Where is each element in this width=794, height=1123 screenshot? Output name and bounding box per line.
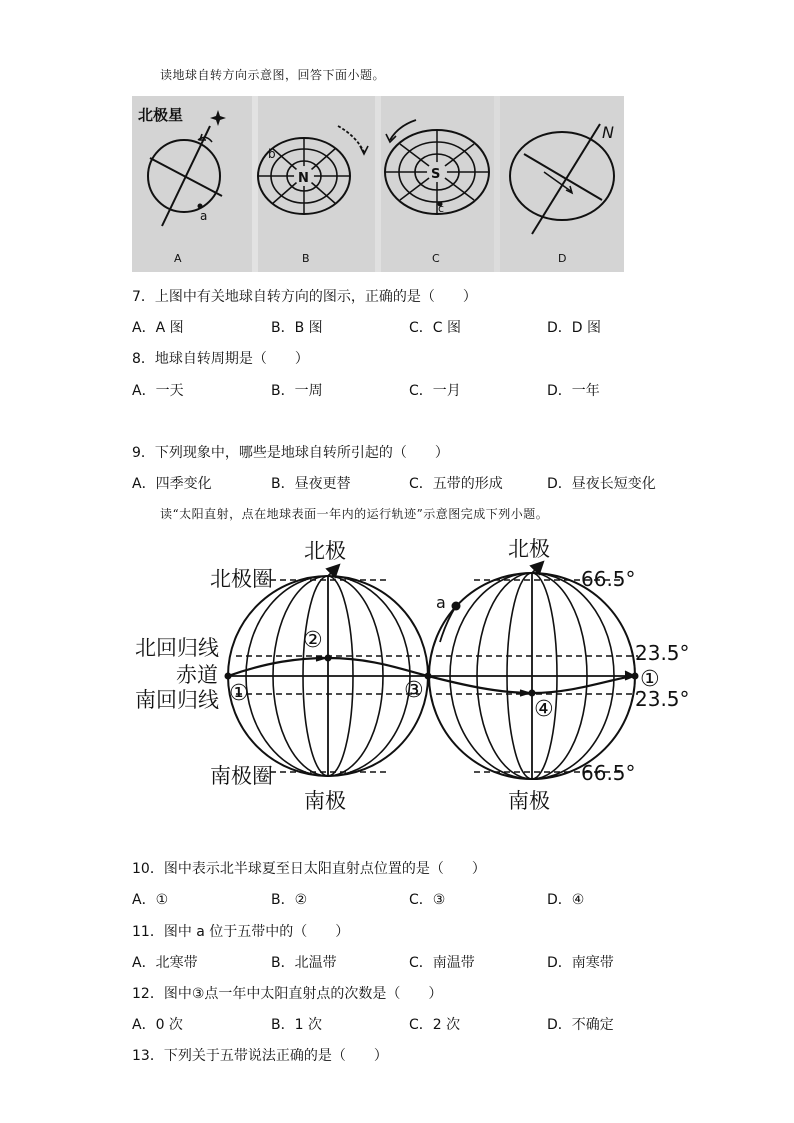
deg-235-top: 23.5° (635, 641, 690, 665)
marker-3: ③ (404, 678, 424, 703)
q11-option-d[interactable]: D．南寒带 (547, 955, 614, 971)
marker-4: ④ (534, 697, 554, 722)
subsolar-figure (128, 530, 694, 820)
q8-option-a[interactable]: A．一天 (132, 383, 184, 399)
south-pole-right: 南极 (508, 789, 550, 813)
q7-option-a[interactable]: A．A 图 (132, 320, 184, 336)
q12-option-d[interactable]: D．不确定 (547, 1017, 614, 1033)
label-d: D (558, 252, 567, 265)
question-11: 11．图中 a 位于五带中的（ ） (132, 924, 350, 940)
south-pole-left: 南极 (304, 789, 346, 813)
q8-option-b[interactable]: B．一周 (271, 383, 323, 399)
intro-text-1: 读地球自转方向示意图，回答下面小题。 (160, 68, 386, 82)
point-b-label: b (268, 147, 276, 161)
letter-n: N (298, 171, 309, 186)
n-arrow-label: N (602, 123, 614, 142)
marker-1-right: ① (640, 667, 660, 692)
north-pole-left: 北极 (304, 539, 346, 563)
north-pole-right: 北极 (508, 537, 550, 561)
rotation-figure-svg (132, 96, 624, 272)
rotation-figure (132, 96, 624, 272)
q12-option-c[interactable]: C．2 次 (409, 1017, 461, 1033)
q9-option-a[interactable]: A．四季变化 (132, 476, 212, 492)
q9-option-b[interactable]: B．昼夜更替 (271, 476, 351, 492)
marker-1-left: ① (229, 681, 249, 706)
right-globe (429, 563, 638, 779)
tropic-cancer-label: 北回归线 (135, 636, 219, 660)
deg-665-bottom: 66.5° (581, 761, 636, 785)
q7-option-b[interactable]: B．B 图 (271, 320, 323, 336)
question-8: 8．地球自转周期是（ ） (132, 351, 309, 367)
q10-option-d[interactable]: D．④ (547, 892, 585, 908)
label-b: B (302, 252, 310, 265)
marker-2: ② (303, 628, 323, 653)
q10-option-c[interactable]: C．③ (409, 892, 446, 908)
q11-option-a[interactable]: A．北寒带 (132, 955, 198, 971)
question-10: 10．图中表示北半球夏至日太阳直射点位置的是（ ） (132, 861, 486, 877)
q12-option-b[interactable]: B．1 次 (271, 1017, 322, 1033)
polaris-label: 北极星 (138, 106, 184, 124)
deg-665-top: 66.5° (581, 567, 636, 591)
point-a-text: a (436, 593, 446, 612)
q11-option-c[interactable]: C．南温带 (409, 955, 475, 971)
q8-option-c[interactable]: C．一月 (409, 383, 461, 399)
question-13: 13．下列关于五带说法正确的是（ ） (132, 1048, 388, 1064)
equator-label: 赤道 (176, 663, 218, 687)
label-c: C (432, 252, 440, 265)
deg-235-bottom: 23.5° (635, 687, 690, 711)
point-a-label: a (200, 209, 208, 223)
q7-option-d[interactable]: D．D 图 (547, 320, 602, 336)
question-9: 9．下列现象中，哪些是地球自转所引起的（ ） (132, 445, 449, 461)
q12-option-a[interactable]: A．0 次 (132, 1017, 183, 1033)
letter-s: S (431, 167, 441, 182)
question-12: 12．图中③点一年中太阳直射点的次数是（ ） (132, 986, 443, 1002)
point-c-label: c (438, 202, 445, 215)
label-a: A (174, 252, 182, 265)
q11-option-b[interactable]: B．北温带 (271, 955, 337, 971)
q8-option-d[interactable]: D．一年 (547, 383, 600, 399)
q9-option-c[interactable]: C．五带的形成 (409, 476, 503, 492)
point-a-marker (452, 602, 461, 611)
intro-text-2: 读“太阳直射，点在地球表面一年内的运行轨迹”示意图完成下列小题。 (160, 507, 549, 521)
arctic-circle-label: 北极圈 (210, 567, 273, 591)
question-7: 7．上图中有关地球自转方向的图示，正确的是（ ） (132, 289, 477, 305)
q10-option-a[interactable]: A．① (132, 892, 169, 908)
tropic-capricorn-label: 南回归线 (135, 688, 219, 712)
q10-option-b[interactable]: B．② (271, 892, 308, 908)
q9-option-d[interactable]: D．昼夜长短变化 (547, 476, 656, 492)
antarctic-circle-label: 南极圈 (210, 764, 273, 788)
left-globe (228, 566, 428, 776)
q7-option-c[interactable]: C．C 图 (409, 320, 462, 336)
